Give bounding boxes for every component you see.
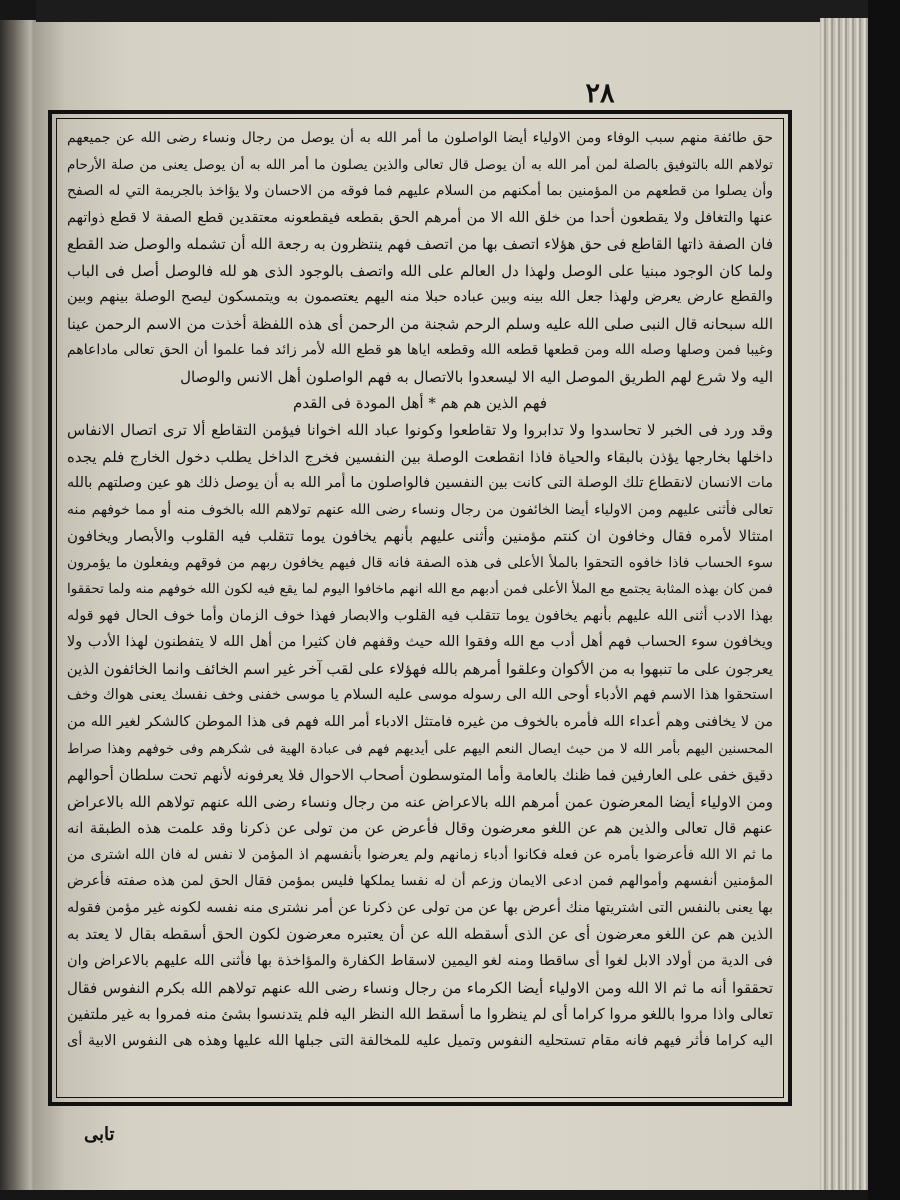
page-stack-edges: [820, 18, 868, 1190]
text-line: وأن يصلوا من قطعهم من المؤمنين بما أمكنهم من السلام عليهم فما فوقه من الاحسان ولا يؤاخذ بالجريمة التي له الصفح: [67, 183, 773, 200]
text-line: يعرجون على ما تنبهوا به من الأكوان وعلقوا أمرهم بالله فهؤلاء على لقب آخر غير اسم الخائف وانما الخائفون الذين: [67, 659, 773, 678]
facing-page-edge: [0, 20, 36, 1190]
text-line: عنهم قال تعالى والذين هم عن اللغو معرضون وقال فأعرض عن من تولى عن ذكرنا وقد علمت هذه الطبقة انه: [67, 819, 773, 838]
text-line: المؤمنين أنفسهم وأموالهم فمن ادعى الايمان وزعم أن له نفسا يملكها فليس بمؤمن فقال الحق لمن هذه صفته فأعرض: [67, 873, 773, 890]
text-line: فى الدية من أولاد الابل لغوا أى ساقطا ومنه لغو اليمين لاسقاط الكفارة والمؤاخذة بها فأثنى الله عليهم بالاعراض وان: [67, 952, 773, 969]
text-line: فهم الذين هم هم * أهل المودة فى القدم: [293, 394, 547, 413]
text-line: المحسنين اليهم بأمر الله لا من حيث ايصال النعم اليهم على أيديهم فهم فى عبادة الهية فى شكرهم وفى خوفهم وهذا صراط: [67, 740, 773, 757]
text-line: فان الصفة ذاتها القاطع فى حق هؤلاء اتصف بها من اتصف فهم ينتظرون به رجعة الله أن تشمله والوصل ضد القطع: [67, 235, 773, 254]
text-line: من لا يخافنى وهم أعداء الله فأمره بالخوف من غيره فامتثل الادباء أمر الله فهم فى هذا الموطن كالشكر لغير الله من: [67, 714, 773, 731]
text-line: امتثالا لأمره فقال وخافون ان كنتم مؤمنين وأثنى عليهم بأنهم يخافون يوما تتقلب فيه القلوب والأبصار ويخافون: [67, 527, 773, 546]
text-frame: [48, 110, 792, 1106]
catchword: تابى: [84, 1124, 115, 1145]
text-line: الله سبحانه قال النبى صلى الله عليه وسلم الرحم شجنة من الرحمن أى هذه اللفظة أخذت من الاسم الرحمن عينا: [67, 314, 773, 333]
text-line: داخلها بخارجها يؤذن بالبقاء والحياة فاذا انقطعت الوصلة بين النفسين فخرج الداخل يطلب دخول الخارج فلم يجده: [67, 447, 773, 466]
text-line: اليه كراما فأثر فيهم فانه مقام تستحليه النفوس وتميل عليه للمخالفة التى جبلها الله عليها وهذه هى النفوس الابية أى: [67, 1032, 773, 1049]
text-line: تحققوا أنه ما ثم الا الله ومن الاولياء أيضا الكرماء من رجال ونساء رضى الله عنهم تولاهم الله بكرم النفوس فقال: [67, 978, 773, 997]
text-line: وغيبا فمن وصلها وصله الله ومن قطعها قطعه الله وقطعه اياها هو قطع الله لأمر زائد فما علموا أن الحق تعالى ماداعاهم: [67, 342, 773, 359]
text-line: دقيق خفى على العارفين فما ظنك بالعامة وأما المتوسطون أصحاب الاحوال فلا يعرفونه لأنهم تحت سلطان أحوالهم: [67, 766, 773, 785]
text-line: حق طائفة منهم سبب الوفاء ومن الاولياء أيضا الواصلون ما أمر الله به أن يوصل من رجال ونساء رضى الله عن جميعهم: [67, 130, 773, 146]
text-line: ما ثم الا الله فأعرضوا بأمره عن فعله فكانوا أدباء زمانهم ولم يعرضوا بأنفسهم اذ المؤمن لا نفس له فان الله اشترى من: [67, 846, 773, 863]
text-line: والقطع عارض يعرض ولهذا جعل الله بينه وبين عباده حبلا منه اليهم يعتصمون به ويتمسكون ليصح الوصلة بينهم وبين: [67, 289, 773, 306]
text-line: ولما كان الوجود مبنيا على الوصل ولهذا دل العالم على الله واتصف بالوجود الذى هو لله فالوصل أصل فى الباب: [67, 261, 773, 280]
text-line: مات الانسان لانقطاع تلك الوصلة التى كانت بين النفسين فالواصلون ما أمر الله به أن يوصل ذلك هو عين وصلتهم بالله: [67, 475, 773, 492]
text-frame-inner-rule: [56, 118, 784, 1098]
text-line: تعالى واذا مروا باللغو مروا كراما أى لم ينظروا ما أسقط الله النظر اليه فلم يتدنسوا بشئ منه فمروا به غير ملتفين: [67, 1005, 773, 1024]
text-line: بهذا الادب أثنى الله عليهم بأنهم يخافون يوما تتقلب فيه القلوب والابصار فهذا خوف الزمان وأما خوف الحال فهو قوله: [67, 607, 773, 624]
text-line: ومن الاولياء أيضا المعرضون عمن أمرهم الله بالاعراض عنه من رجال ونساء رضى الله عنهم تولاهم الله بالاعراض: [67, 792, 773, 811]
text-line: سوء الحساب فاذا خافوه التحقوا بالملأ الأعلى فى هذه الصفة فانه قال فيهم يخافون ربهم من فوقهم ويفعلون ما يؤمرون: [67, 554, 773, 571]
text-line: تعالى فأثنى عليهم ومن الاولياء أيضا الخائفون من رجال ونساء رضى الله عنهم تولاهم الله بالخوف منه أو مما خوفهم منه: [67, 501, 773, 518]
text-line: الذين هم عن اللغو معرضون أى عن الذى أسقطه الله عن أن يعتبره معرضون لكون الحق أسقطه بقال لا يعتد به: [67, 925, 773, 944]
text-line: تولاهم الله بالتوفيق بالصلة لمن أمر الله به أن يوصل قال تعالى والذين يصلون ما أمر الله به أن يوصل يعنى من صلة الأرحام: [67, 156, 773, 173]
scan-background: [868, 0, 900, 1200]
text-line: ويخافون سوء الحساب فهم أهل أدب مع الله وفقوا الله حيث وقفهم فان كثيرا من أهل الله لا يتفطنون لهذا الأدب ولا: [67, 634, 773, 651]
main-text: [67, 125, 773, 1093]
text-line: استحقوا هذا الاسم فهم الأدباء أوحى الله الى رسوله موسى عليه السلام يا موسى خفنى وخف نفسك يعنى هواك وخف: [67, 687, 773, 704]
text-line: اليه ولا شرع لهم الطريق الموصل اليه الا ليسعدوا بالاتصال به فهم الواصلون أهل الانس والوصال: [180, 367, 773, 386]
text-line: عنها والتغافل ولا يقطعون أحدا من خلق الله الا من أمرهم الحق بقطعه فيقطعونه معتقدين قطع الصفة لا قطع ذواتهم: [67, 209, 773, 226]
text-line: وقد ورد فى الخبر لا تحاسدوا ولا تدابروا ولا تقاطعوا وكونوا عباد الله اخوانا فيؤمن التقاطع ألا ترى اتصال الانفاس: [67, 421, 773, 440]
text-line: فمن كان بهذه المثابة يجتمع مع الملأ الأعلى فمن أدبهم مع الله انهم ماخافوا اليوم لما يقع فيه لكون الله خوفهم منه ولما تحققوا: [67, 581, 773, 598]
text-line: بها يعنى بالنفس التى اشتريتها منك أعرض بها عن من تولى عن ذكرنا عن أمر نشترى منه نفسه لكونه غير مؤمن فقوله: [67, 899, 773, 916]
page-number: ٢٨: [585, 78, 615, 109]
